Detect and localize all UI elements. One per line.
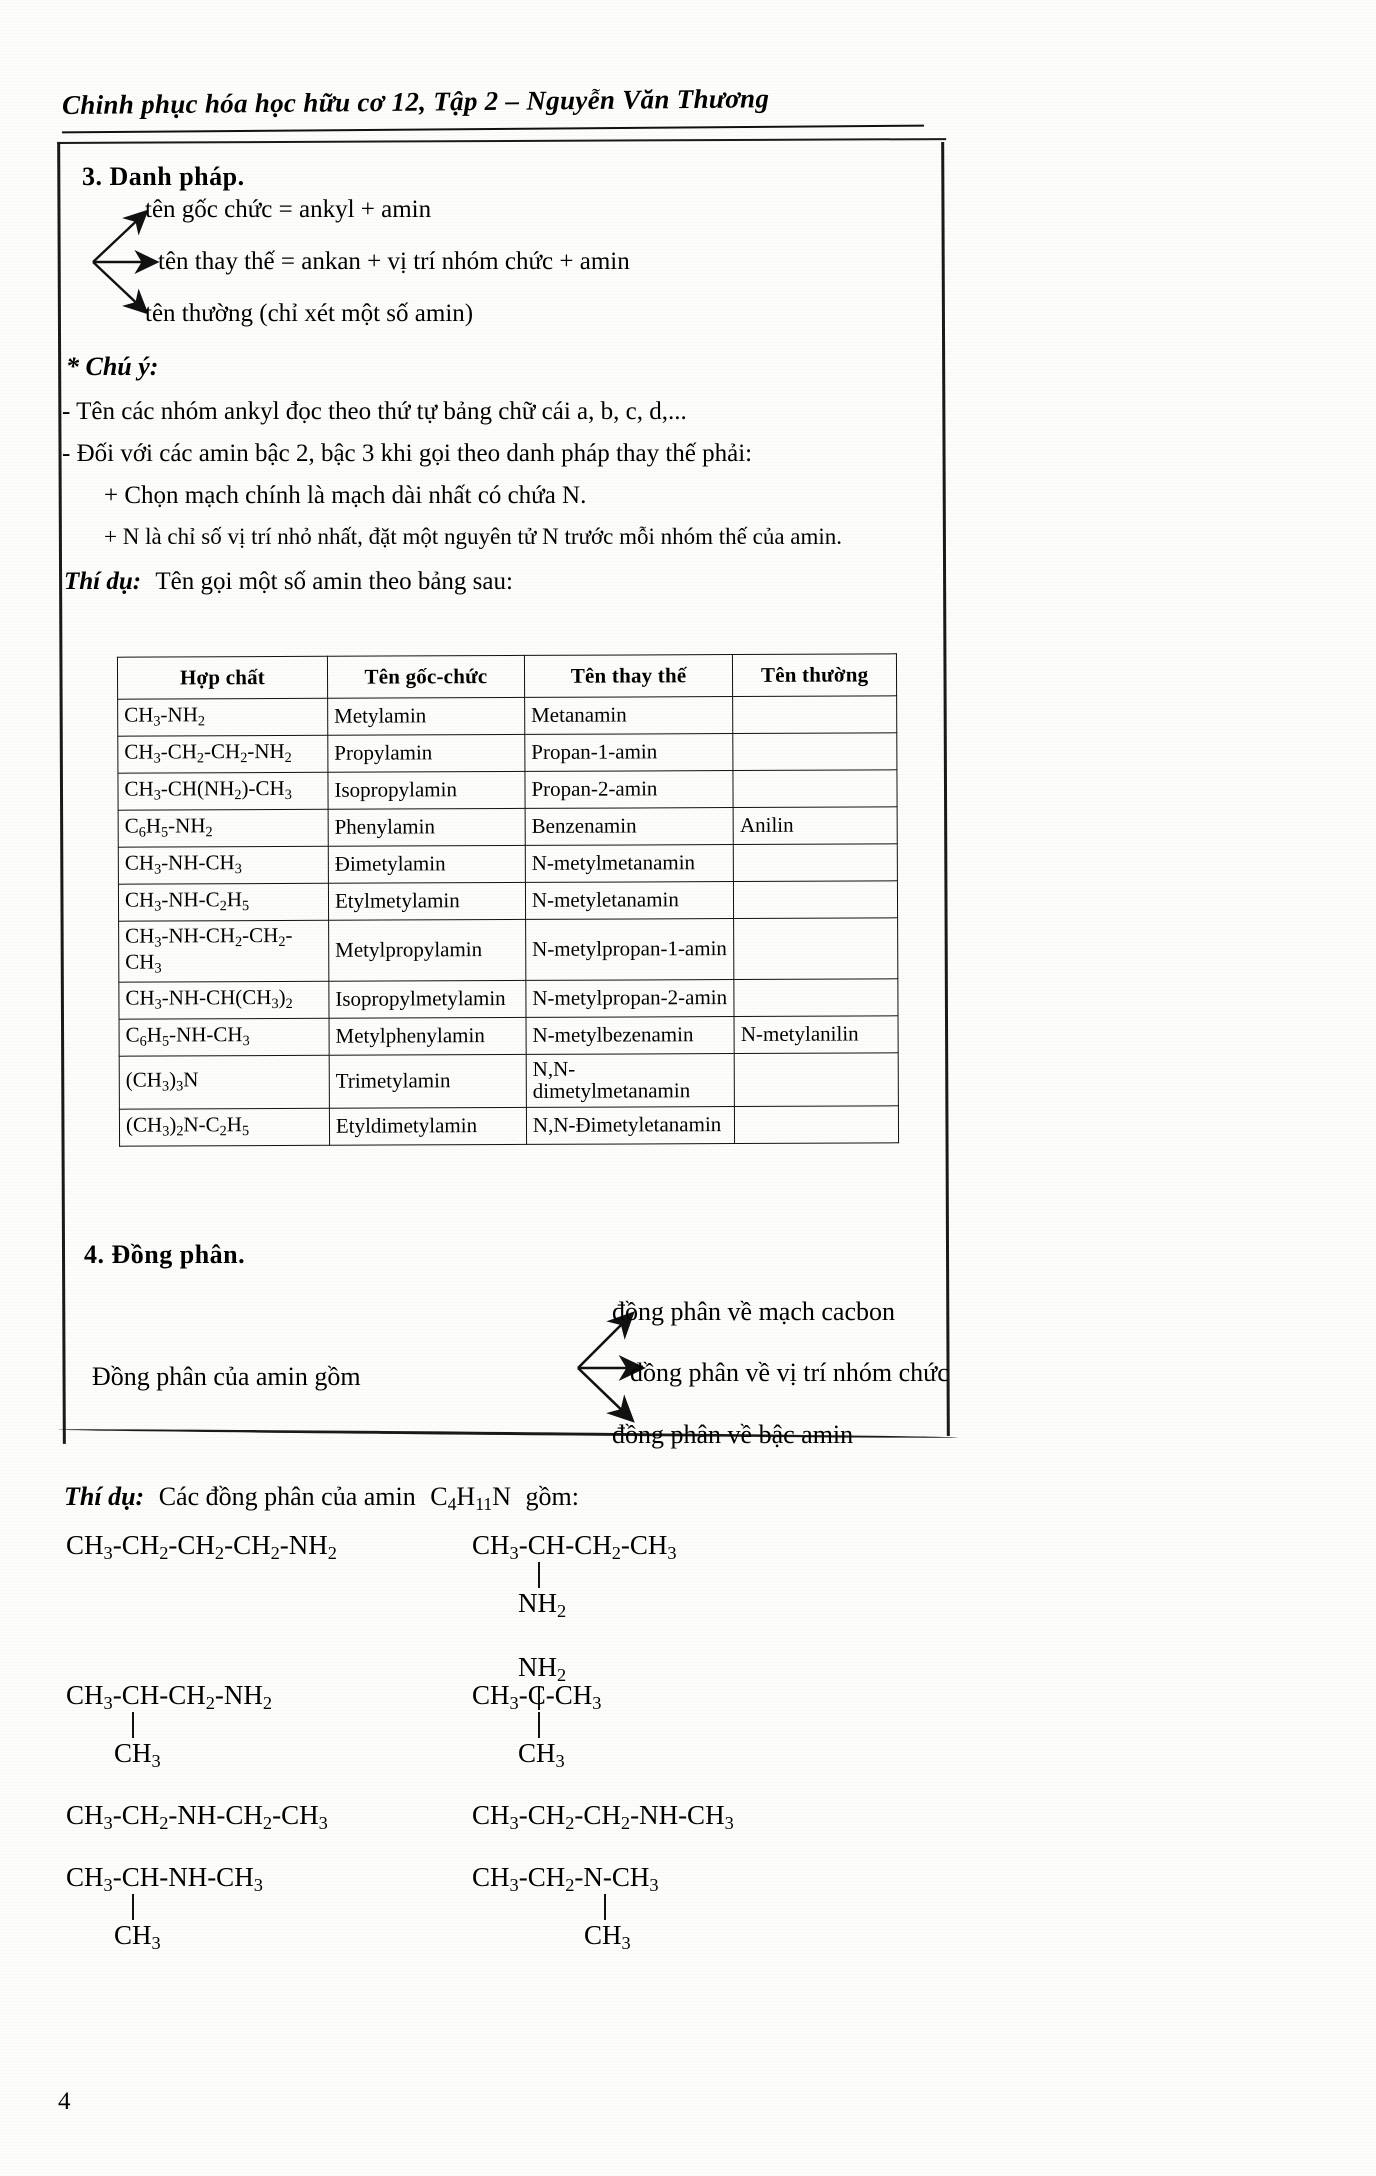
cell-ten-thuong [733,844,897,882]
isomer-branch-2: đồng phân về vị trí nhóm chức [630,1358,949,1387]
bond-line-3 [132,1712,134,1738]
isomer-example-text-after: gồm: [525,1482,579,1511]
example-text: Tên gọi một số amin theo bảng sau: [155,568,513,595]
bond-line-4-bottom [538,1712,540,1738]
table-row [119,1053,898,1110]
isomer-branch-group-4: $CH_3$ [518,1738,565,1772]
cell-goc-chuc: Metylpropylamin [329,919,526,981]
isomer-structure-5: $CH_3-CH_2-NH-CH_2-CH_3$ [66,1800,328,1834]
bond-line-8 [604,1894,606,1920]
cell-goc-chuc: Propylamin [328,734,525,772]
isomer-branch-group-8: $CH_3$ [584,1920,631,1954]
isomer-structure-3: $CH_3-CH-CH_2-NH_2$ [66,1680,273,1714]
table-row [119,1016,898,1056]
heading-danh-phap: 3. Danh pháp. [82,162,245,191]
heading-dong-phan: 4. Đồng phân. [84,1240,246,1269]
cell-hop-chat: $C_6H_5-NH-CH_3$ [119,1018,329,1056]
table-row [119,918,898,982]
isomer-structure-2: $CH_3-CH-CH_2-CH_3$ [472,1530,677,1564]
cell-goc-chuc: Metylphenylamin [329,1017,526,1055]
cell-hop-chat: $CH_3-NH-CH_3$ [118,846,328,884]
isomer-example-text-before: Các đồng phân của amin [158,1482,416,1511]
note-heading: * Chú ý: [66,352,159,381]
col-header-hop-chat: Hợp chất [117,656,327,699]
cell-thay-the: N-metylbezenamin [526,1016,734,1054]
isomer-example-label: Thí dụ: [64,1482,145,1511]
cell-goc-chuc: Etylmetylamin [328,882,525,920]
table-row [119,979,898,1019]
cell-ten-thuong [734,881,898,919]
cell-hop-chat: $CH_3-NH_2$ [118,698,328,736]
cell-hop-chat: $CH_3-NH-C_2H_5$ [118,883,328,921]
cell-hop-chat: $(CH_3)_2N-C_2H_5$ [119,1108,329,1146]
isomer-branch-1: đồng phân về mạch cacbon [612,1297,896,1326]
isomer-structure-7: $CH_3-CH-NH-CH_3$ [66,1862,263,1896]
cell-thay-the: Metanamin [525,697,733,735]
table-row [119,1106,898,1146]
isomer-branch-group-4-top: $NH_2$ [518,1652,567,1686]
cell-thay-the: N-metylmetanamin [525,845,733,883]
page-border-right [941,142,950,1436]
amin-naming-table [117,653,899,1147]
table-header-row [117,654,896,699]
cell-hop-chat: $CH_3-CH(NH_2)-CH_3$ [118,772,328,810]
naming-branch-3: tên thường (chỉ xét một số amin) [145,300,474,327]
cell-hop-chat: $CH_3-NH-CH(CH_3)_2$ [119,981,329,1019]
cell-goc-chuc: Đimetylamin [328,845,525,883]
running-head: Chinh phục hóa học hữu cơ 12, Tập 2 – Nguyễn Văn Thương [61,83,770,121]
table-row [118,881,897,921]
header-rule [62,125,924,134]
note-line-1: - Tên các nhóm ankyl đọc theo thứ tự bảng chữ cái a, b, c, d,... [62,398,687,425]
col-header-ten-thuong: Tên thường [733,654,897,697]
cell-thay-the: Propan-1-amin [525,734,733,772]
cell-ten-thuong [734,918,898,980]
cell-ten-thuong [733,733,897,771]
cell-goc-chuc: Isopropylmetylamin [329,980,526,1018]
note-line-4: + N là chỉ số vị trí nhỏ nhất, đặt một nguyên tử N trước mỗi nhóm thế của amin. [104,524,843,549]
cell-ten-thuong [733,696,897,734]
cell-thay-the: N-metylpropan-2-amin [526,979,734,1017]
cell-thay-the: N-metyletanamin [525,882,733,920]
cell-hop-chat: $CH_3-NH-CH_2-CH_2-CH_3$ [119,920,329,982]
bond-line-7 [132,1894,134,1920]
isomer-structure-6: $CH_3-CH_2-CH_2-NH-CH_3$ [472,1800,734,1834]
isomer-lead: Đồng phân của amin gồm [92,1362,361,1391]
cell-thay-the: N,N-dimetylmetanamin [526,1053,735,1107]
table-example-intro [64,568,513,596]
cell-thay-the: Propan-2-amin [525,771,733,809]
isomer-example-intro [64,1482,579,1515]
isomer-branch-group-2: $NH_2$ [518,1588,567,1622]
isomer-branch-group-3: $CH_3$ [114,1738,161,1772]
naming-branch-1: tên gốc chức = ankyl + amin [145,196,432,223]
cell-hop-chat: $CH_3-CH_2-CH_2-NH_2$ [118,735,328,773]
cell-ten-thuong [735,1106,899,1144]
cell-goc-chuc: Isopropylamin [328,771,525,809]
table-row [118,844,897,884]
cell-thay-the: N,N-Đimetyletanamin [526,1107,734,1145]
naming-branch-2: tên thay thế = ankan + vị trí nhóm chức + amin [158,248,630,275]
cell-ten-thuong: Anilin [733,807,897,845]
cell-goc-chuc: Trimetylamin [329,1054,526,1108]
isomer-structure-4: $CH_3-C-CH_3$ [472,1680,602,1714]
table-row [118,733,897,773]
cell-hop-chat: $(CH_3)_3N$ [119,1055,329,1109]
table-row [118,770,897,810]
col-header-thay-the: Tên thay thế [524,655,733,698]
cell-thay-the: Benzenamin [525,808,733,846]
table-row [118,696,897,736]
note-line-2: - Đối với các amin bậc 2, bậc 3 khi gọi theo danh pháp thay thế phải: [62,440,753,467]
isomer-branch-3: đồng phân về bậc amin [612,1420,854,1449]
isomer-structure-1: $CH_3-CH_2-CH_2-CH_2-NH_2$ [66,1530,337,1564]
isomer-structure-8: $CH_3-CH_2-N-CH_3$ [472,1862,659,1896]
page-number: 4 [58,2088,71,2115]
cell-ten-thuong: N-metylanilin [734,1016,898,1054]
cell-ten-thuong [734,1053,898,1107]
cell-hop-chat: $C_6H_5-NH_2$ [118,809,328,847]
isomer-branch-group-7: $CH_3$ [114,1920,161,1954]
isomer-example-formula: $C_4H_{11}N$ [430,1482,511,1514]
cell-ten-thuong [733,770,897,808]
cell-thay-the: N-metylpropan-1-amin [525,919,734,981]
cell-goc-chuc: Etyldimetylamin [329,1108,526,1146]
cell-ten-thuong [734,979,898,1017]
cell-goc-chuc: Phenylamin [328,808,525,846]
col-header-goc-chuc: Tên gốc-chức [327,655,524,698]
cell-goc-chuc: Metylamin [328,697,525,735]
bond-line-2 [538,1562,540,1588]
example-label: Thí dụ: [64,568,142,595]
table-row [118,807,897,847]
note-line-3: + Chọn mạch chính là mạch dài nhất có chứa N. [104,482,587,509]
